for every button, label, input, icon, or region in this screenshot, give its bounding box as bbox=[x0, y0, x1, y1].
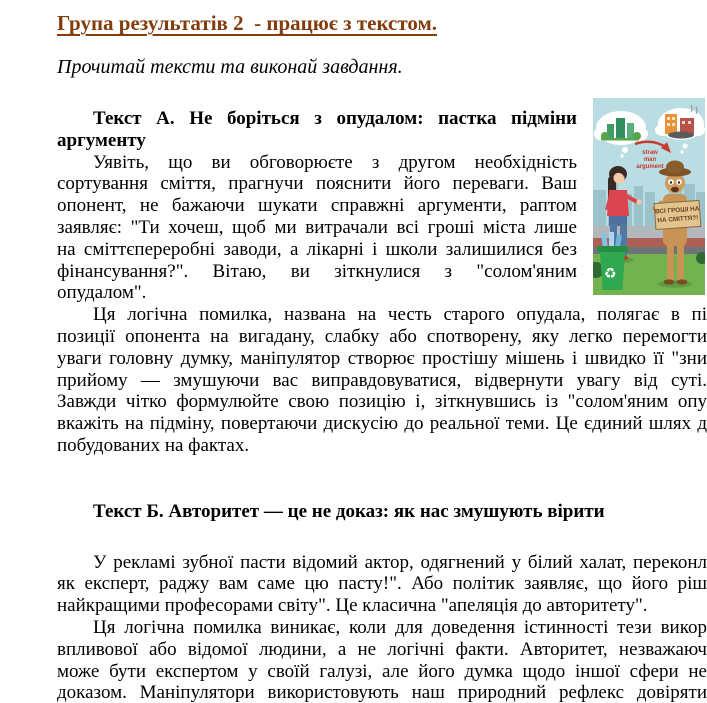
straw-man-illustration bbox=[593, 98, 705, 295]
text-line: як експерт, раджу вам саме цю пасту!". Або політик заявляє, що його ріш bbox=[57, 573, 707, 595]
text-a-paragraph-1 bbox=[57, 152, 577, 305]
text-line: У рекламі зубної пасти відомий актор, одягнений у білий халат, переконл bbox=[93, 551, 707, 573]
text-line: опонент, не бажаючи шукати справжні аргументи, раптом bbox=[57, 195, 577, 217]
task-instruction: Прочитай тексти та виконай завдання. bbox=[57, 56, 403, 78]
svg-text:argument: argument bbox=[636, 164, 664, 170]
text-line: Ця логічна помилка, названа на честь старого опудала, полягає в пі bbox=[93, 304, 707, 326]
text-line: вкажіть на підміну, повертаючи дискусію до реальної теми. Це єдиний шлях д bbox=[57, 413, 707, 435]
protest-sign bbox=[654, 200, 701, 229]
text-line: позиції опонента на вигадану, слабку або спотворену, яку легко перемогти bbox=[57, 325, 707, 347]
text-line: сортування сміття, прагнучи пояснити його переваги. Ваш bbox=[57, 173, 577, 195]
text-b-heading bbox=[57, 501, 707, 523]
text-b-paragraph-2 bbox=[57, 617, 707, 703]
svg-text:straw: straw bbox=[642, 150, 658, 156]
text-a-paragraph-2 bbox=[57, 304, 707, 457]
text-line: Завжди чітко формулюйте свою позицію і, зіткнувшись із "солом'яним опу bbox=[57, 391, 707, 413]
text-line: аргументу bbox=[57, 129, 146, 151]
sign-text-line-2: НА СМІТТЯ?! bbox=[657, 214, 699, 225]
text-line: впливової або відомої людини, а не логічні факти. Авторитет, незважаюч bbox=[57, 638, 707, 660]
text-line: опудалом". bbox=[57, 282, 147, 304]
text-line: побудованих на фактах. bbox=[57, 434, 250, 456]
text-b-paragraph-1 bbox=[57, 552, 707, 617]
text-line: уваги головну думку, маніпулятор створює простішу мішень і швидко її "зни bbox=[57, 347, 707, 369]
text-a-heading bbox=[57, 108, 577, 152]
text-line: Текст А. Не боріться з опудалом: пастка підміни bbox=[93, 108, 577, 129]
text-line: доказом. Маніпулятори використовують наш природний рефлекс довіряти bbox=[57, 682, 707, 703]
page-title: Група результатів 2 - працює з текстом. bbox=[57, 11, 438, 35]
svg-text:man: man bbox=[643, 157, 657, 163]
text-line: може бути експертом у своїй галузі, але його думка щодо іншої сфери не bbox=[57, 660, 707, 682]
text-line: фінансування?". Вітаю, ви зіткнулися з "солом'яним bbox=[57, 260, 577, 282]
text-line: прийому — змушуючи вас виправдовуватися, відвернути увагу від суті. bbox=[57, 369, 707, 391]
text-line: заявляє: "Ти хочеш, щоб ми витрачали всі гроші міста лише bbox=[57, 216, 577, 238]
text-line: Текст Б. Авторитет — це не доказ: як нас змушують вірити bbox=[93, 500, 605, 522]
recycle-icon: ♻ bbox=[604, 266, 617, 282]
text-line: Ця логічна помилка виникає, коли для доведення істинності тези викор bbox=[93, 616, 707, 638]
text-line: Уявіть, що ви обговорюєте з другом необхідність bbox=[93, 151, 577, 173]
sign-text-line-1: ВСІ ГРОШІ НА bbox=[654, 205, 700, 216]
text-line: найкращими професорами світу". Це класична "апеляція до авторитету". bbox=[57, 595, 648, 617]
text-line: на сміттєпереробні заводи, а лікарні і школи залишилися без bbox=[57, 238, 577, 260]
